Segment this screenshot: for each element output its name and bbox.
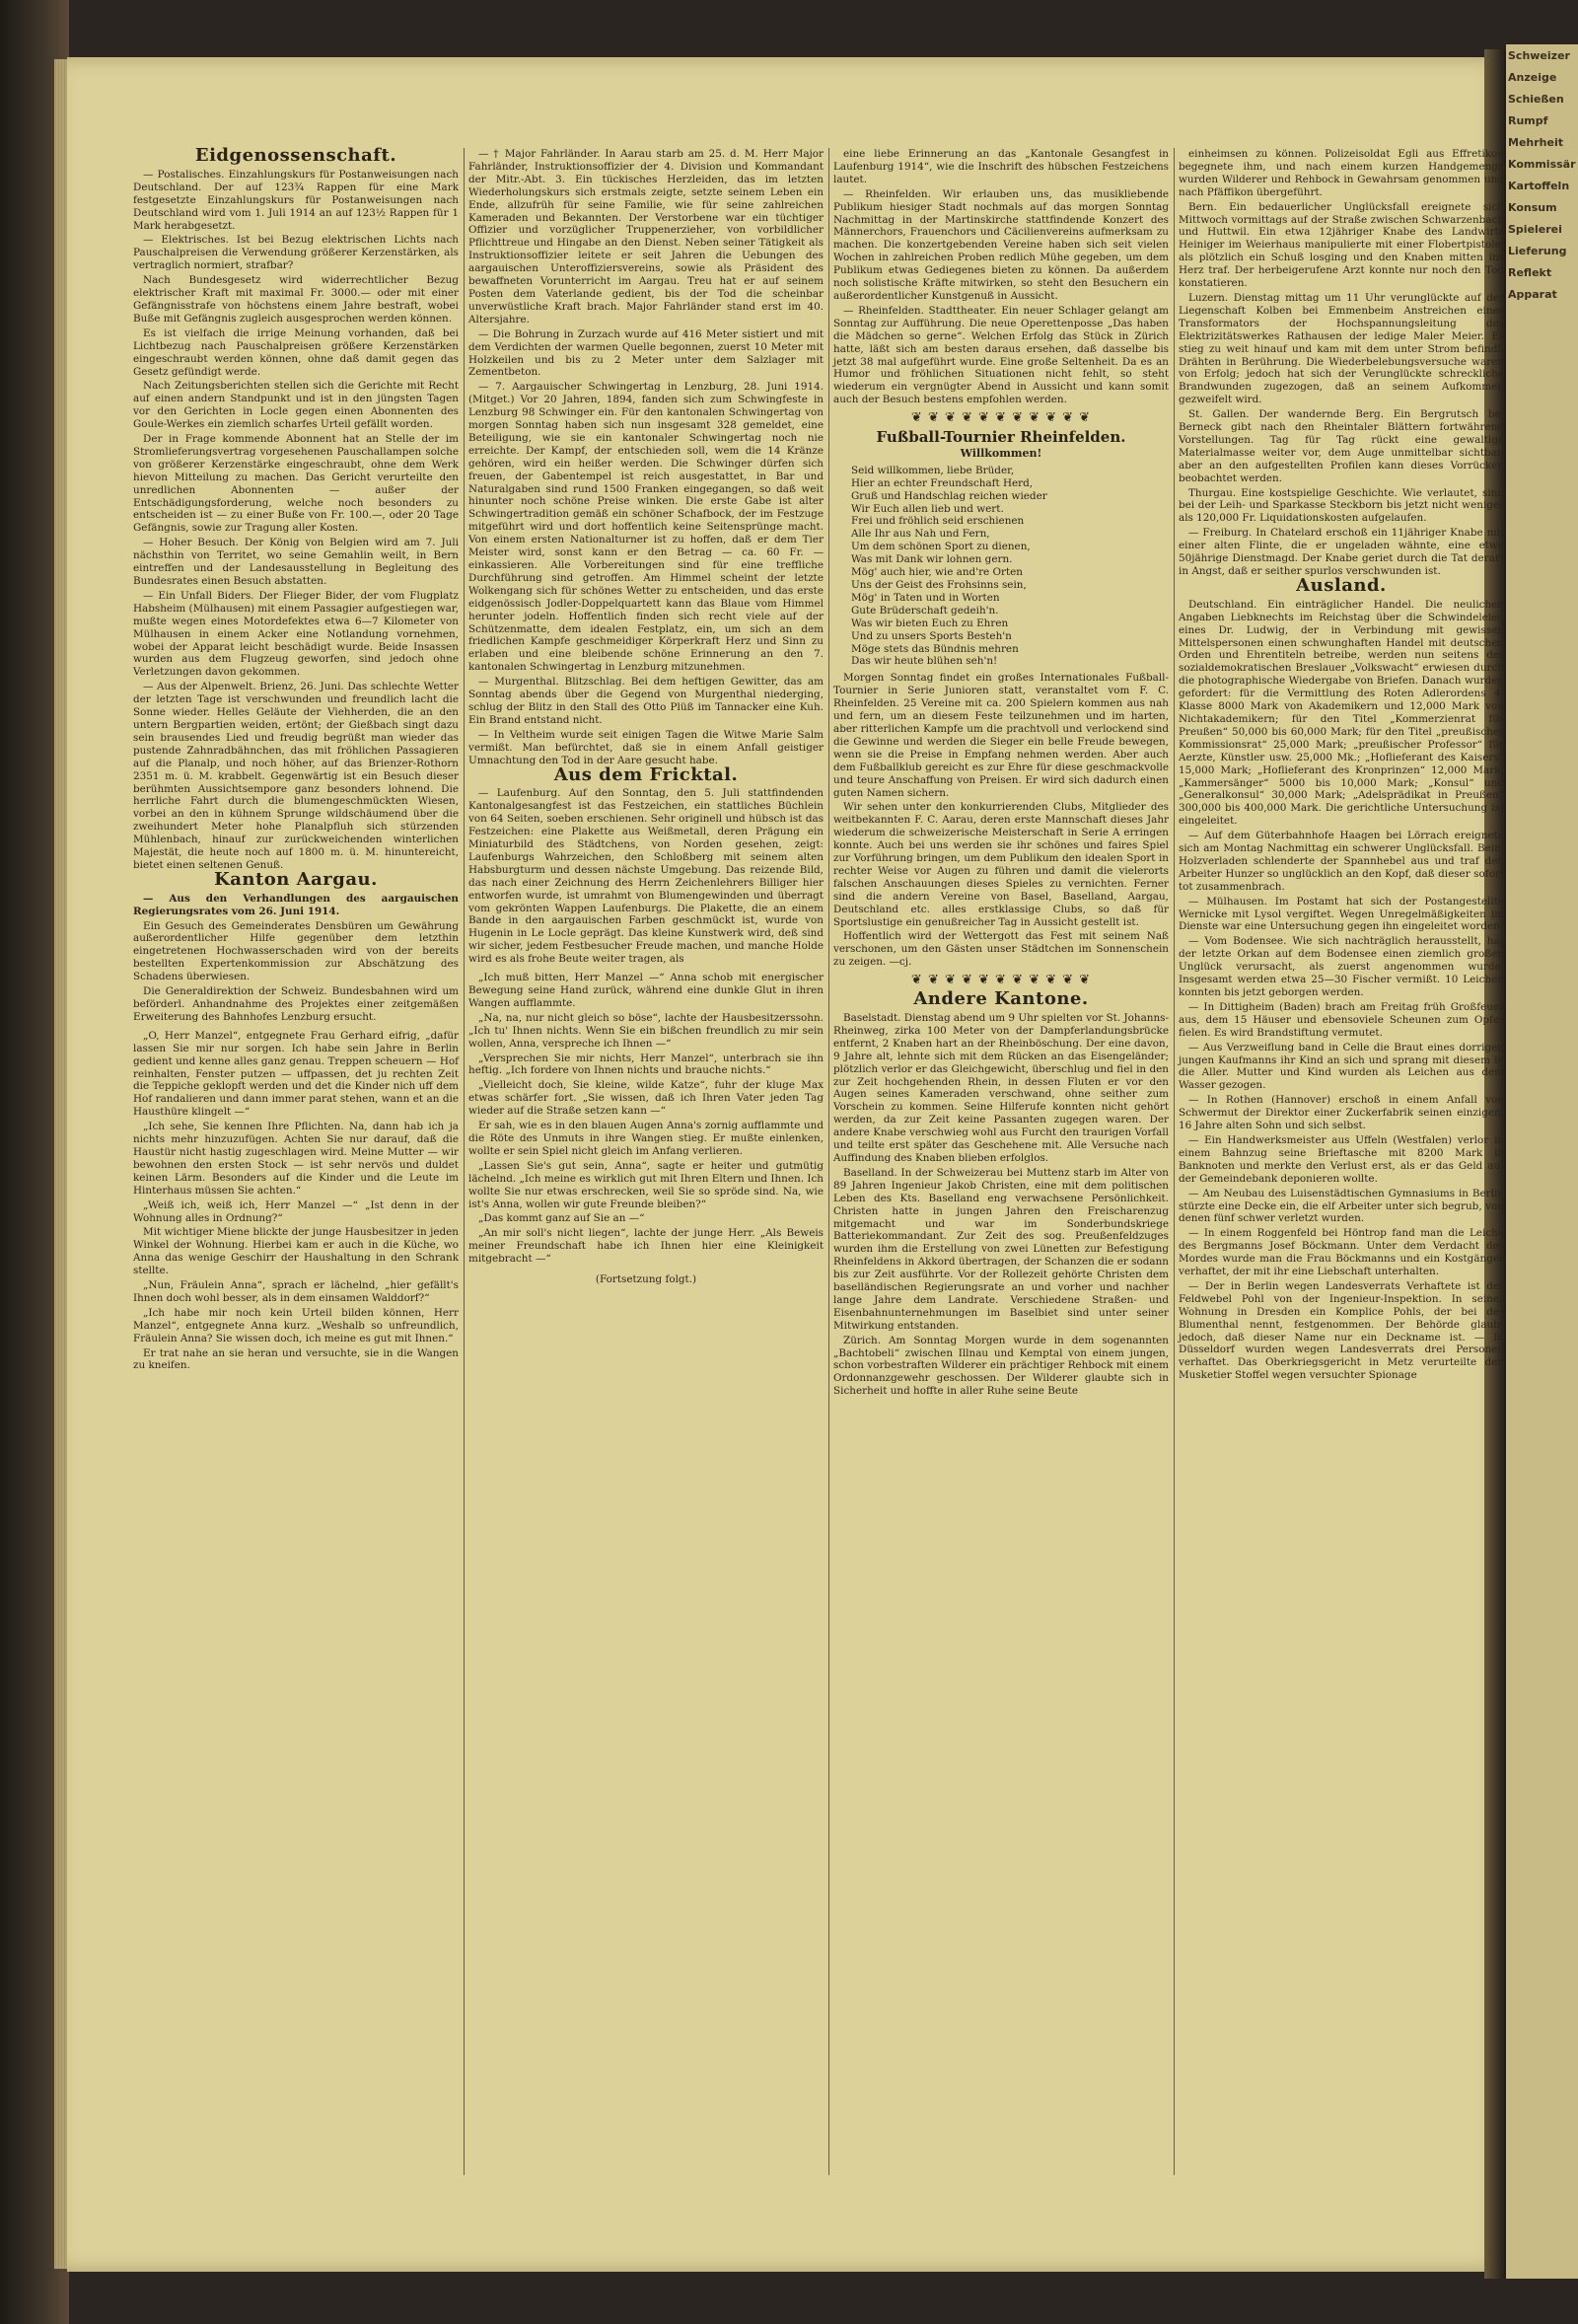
- article: — Murgenthal. Blitzschlag. Bei dem heftigen Gewitter, das am Sonntag abends über die Gegend von Murgenthal niederging, schlug der Blitz in den Stall des Otto Plüß im Tannacker eine Kuh. Ein Brand entstand nicht.: [468, 676, 824, 726]
- fragment: Lieferung: [1508, 245, 1567, 257]
- section-title-fussball: Fußball-Tournier Rheinfelden.: [876, 428, 1126, 447]
- story-paragraph: Er trat nahe an sie heran und versuchte, sie in die Wangen zu kneifen.: [133, 1346, 459, 1372]
- poem-line: Um dem schönen Sport zu dienen,: [851, 541, 1031, 553]
- article: Deutschland. Ein einträglicher Handel. Die neulichen Angaben Liebknechts im Reichstag über die Schwindeleien eines Dr. Ludwig, der in Verbindung mit gewissen Mittelspersonen einen schwunghaften Handel mit deutschen Orden und Ehrentiteln betreibe, werden nun seitens der sozialdemokratischen Breslauer „Volkswacht“ erwiesen durch die photographische Wiedergabe von Briefen. Danach wurden gefordert: für die Vermittlung des Roten Adlerordens 4. Klasse 8000 Mark von Akademikern und 12,000 Mark von Nichtakademikern; für den Titel „Kommerzienrat für Preußen“ 50,000 bis 60,000 Mark; für den Titel „preußischer Kommissionsrat“ 25,000 Mark; „preußischer Professor“ für Aerzte, Künstler usw. 25,000 Mk.; „Hoflieferant des Kaisers“ 15,000 Mark; „Hoflieferant des Kronprinzen“ 12,000 Mark; „Kammersänger“ 5000 bis 10,000 Mark; „Konsul“ und „Generalkonsul“ 30,000 Mark; „Adelsprädikat in Preußen“ 300,000 bis 400,000 Mark. Die gerichtliche Untersuchung ist eingeleitet.: [1179, 598, 1504, 828]
- poem-line: Alle Ihr aus Nah und Fern,: [851, 528, 990, 541]
- poem: [851, 465, 1169, 669]
- column-1: [133, 145, 459, 2180]
- article: Der in Frage kommende Abonnent hat an Stelle der im Stromlieferungsvertrag vorgesehenen Pauschallampen solche von größerer Kerzenstärke eingeschraubt, ohne dem Werk hievon Mitteilung zu machen. Das Gericht verurteilte den unredlichen Abonnenten — außer der Entschädigungsforderung, welche noch besonders zu entscheiden ist — zu einer Buße von Fr. 100.—, oder 20 Tage Gefängnis, sowie zur Tragung aller Kosten.: [133, 433, 459, 535]
- article: Baselland. In der Schweizerau bei Muttenz starb im Alter von 89 Jahren Ingenieur Jakob Christen, eine mit dem politischen Leben des Kts. Baselland eng verwachsene Persönlichkeit. Christen hatte in jungen Jahren den Freischarenzug mitgemacht und war im Sonderbundskriege Batteriekommandant. Zur Zeit des sog. Preußenfeldzuges wurden ihm die Erstellung von zwei Lünetten zur Befestigung Rheinfeldens in Akkord übertragen, der Schanzen die er sodann bis zur Zeit ausführte. Vor der Rollezeit gehörte Christen dem baselländischen Regierungsrate an und vorher und nachher lange Jahre dem Landrate. Verschiedene Straßen- und Eisenbahnunternehmungen im Baselbiet sind unter seiner Mitwirkung entstanden.: [833, 1166, 1169, 1332]
- poem-line: Wir Euch allen lieb und wert.: [851, 502, 1004, 515]
- poem-line: Das wir heute blühen seh'n!: [851, 655, 998, 668]
- section-title-eidgenossenschaft: Eidgenossenschaft.: [194, 145, 397, 166]
- feuilleton: [133, 1030, 459, 1373]
- article: Ein Gesuch des Gemeinderates Densbüren um Gewährung außerordentlicher Hilfe gegenüber dem letzthin eingetretenen Hochwasserschaden wird von der bereits bestellten Expertenkommission zur Abschätzung des Schadens überwiesen.: [133, 919, 459, 983]
- column-2: [468, 148, 824, 2180]
- article: — Hoher Besuch. Der König von Belgien wird am 7. Juli nächsthin von Territet, wo seine Gemahlin weilt, in Bern eintreffen und der Landesausstellung in Begleitung des Bundesrates einen Besuch abstatten.: [133, 537, 459, 587]
- fragment: Kommissär: [1508, 158, 1576, 171]
- article: — Vom Bodensee. Wie sich nachträglich herausstellt, hat der letzte Orkan auf dem Bodensee einen ziemlich großen Unglück verursacht, als zuerst angenommen wurde. Insgesamt werden etwa 25—30 Fischer vermißt. 10 Leichen konnten bis jetzt geborgen werden.: [1179, 935, 1504, 998]
- column-3: [833, 148, 1169, 2180]
- section-title-andere-kantone: Andere Kantone.: [913, 988, 1089, 1010]
- story-paragraph: „Lassen Sie's gut sein, Anna“, sagte er heiter und gutmütig lächelnd. „Ich meine es wirklich gut mit Ihren Eltern und Ihnen. Ich wollte Sie nur etwas erschrecken, weil Sie so spröde sind. Na, wie ist's Anna, wollen wir gute Freunde bleiben?“: [468, 1159, 824, 1210]
- article: einheimsen zu können. Polizeisoldat Egli aus Effretikon begegnete ihm, und nach einem kurzen Handgemenge wurden Wilderer und Rehbock in Gewahrsam genommen und nach Pfäffikon übergeführt.: [1179, 148, 1504, 198]
- poem-line: Was wir bieten Euch zu Ehren: [851, 617, 1009, 629]
- story-paragraph: Mit wichtiger Miene blickte der junge Hausbesitzer in jeden Winkel der Wohnung. Hierbei kam er auch in die Küche, wo Anna das wenige Geschirr der Haushaltung in den Schrank stellte.: [133, 1226, 459, 1277]
- poem-line: Möge stets das Bündnis mehren: [851, 642, 1019, 655]
- fragment: Mehrheit: [1508, 136, 1563, 149]
- article: — 7. Aargauischer Schwingertag in Lenzburg, 28. Juni 1914. (Mitget.) Vor 20 Jahren, 1894, fanden sich zum Schwingfeste in Lenzburg 98 Schwinger ein. Für den kantonalen Schwingertag von morgen Sonntag haben sich nun insgesamt 328 gemeldet, eine Beteiligung, wie sie ein kantonaler Schwingertag noch nie erreichte. Der Kampf, der entschieden soll, wem die 14 Kränze gehören, wird ein heißer werden. Die Schwinger dürfen sich freuen, der Gabentempel ist reich ausgestattet, in Bar und Naturalgaben sind rund 1500 Franken eingegangen, so daß weit hinunter noch schöne Preise winken. Die erste Gabe ist alter Schwingertradition gemäß ein schöner Schafbock, der im Festzuge mitgeführt wird und dort hoffentlich keine Seitensprünge macht. Von einem ersten Nationalturner ist zu hoffen, daß er dem Tier Meister wird, sonst kann er den Betrag — ca. 60 Fr. — einkassieren. Alle Vorbereitungen sind für eine treffliche Durchführung sind getroffen. Am Himmel scheint der letzte Wolkengang sich für schönes Wetter zu entscheiden, und das erste eidgenössisch Jodler-Doppelquartett kann das Blaue vom Himmel herunter jodeln. Hoffentlich finden sich recht viele auf der Schützenmatte, dem idealen Festplatz, ein, um sich an dem friedlichen Kampfe geschmeidiger Körperkraft Herz und Sinn zu erlaben und eine bleibende schöne Erinnerung an den 7. kantonalen Schwingertag in Lenzburg mitzunehmen.: [468, 381, 824, 674]
- article: — Der in Berlin wegen Landesverrats Verhaftete ist der Feldwebel Pohl von der Ingenieur-Inspektion. In seiner Wohnung in Dresden ein Komplice Pohls, der bei der Blumenthal nennt, festgenommen. Der Behörde glaubt jedoch, daß dieser Name nur ein Deckname ist. — In Düsseldorf wurden wegen Landesverrats drei Personen verhaftet. Das Oberkriegsgericht in Metz verurteilte den Musketier Stoffel wegen versuchter Spionage: [1179, 1279, 1504, 1382]
- fragment: Rumpf: [1508, 114, 1548, 127]
- poem-line: Gute Brüderschaft gedeih'n.: [851, 604, 999, 617]
- story-paragraph: „O, Herr Manzel“, entgegnete Frau Gerhard eifrig, „dafür lassen Sie mir nur sorgen. Ich habe sein Jahre in Berlin gedient und kenne alles ganz genau. Treppen scheuern — Hof reinhalten, Fenster putzen — uffpassen, det ju rechten Zeit die Teppiche geklopft werden und det die Kinder nich uff dem Hof randalieren und dann immer parat stehen, wann et an die Hausthüre klingelt —“: [133, 1029, 459, 1119]
- article: Die Generaldirektion der Schweiz. Bundesbahnen wird um beförderl. Anhandnahme des Projektes einer zeitgemäßen Erweiterung des Bahnhofes Lenzburg ersucht.: [133, 985, 459, 1023]
- article: — Ein Handwerksmeister aus Uffeln (Westfalen) verlor in einem Bahnzug seine Brieftasche mit 8200 Mark in Banknoten und merkte den Verlust erst, als er das Geld auf der Gemeindebank deponieren wollte.: [1179, 1133, 1504, 1185]
- poem-line: Und zu unsers Sports Besteh'n: [851, 629, 1012, 642]
- column-rule: [828, 148, 829, 2175]
- article: — Am Neubau des Luisenstädtischen Gymnasiums in Berlin stürzte eine Decke ein, die elf Arbeiter unter sich begrub, von denen fünf schwer verletzt wurden.: [1179, 1187, 1504, 1225]
- poem-line: Mög' in Taten und in Worten: [851, 591, 1000, 604]
- article: — In einem Roggenfeld bei Höntrop fand man die Leiche des Bergmanns Josef Böckmann. Unter dem Verdacht des Mordes wurde man die Frau Böckmanns und ein Kostgänger verhaftet, der mit ihr eine Liebschaft unterhalten.: [1179, 1227, 1504, 1278]
- poem-title: Willkommen!: [960, 446, 1042, 460]
- continuation-note: (Fortsetzung folgt.): [595, 1273, 697, 1286]
- story-paragraph: Er sah, wie es in den blauen Augen Anna's zornig aufflammte und die Röte des Unmuts in ihre Wangen stieg. Er mußte einlenken, wollte er sein Spiel nicht gleich im Anfang verlieren.: [468, 1120, 824, 1157]
- article: — Ein Unfall Biders. Der Flieger Bider, der vom Flugplatz Habsheim (Mülhausen) mit einem Passagier aufgestiegen war, mußte wegen eines Motordefektes etwa 6—7 Kilometer von Mülhausen in einem Acker eine Notlandung vornehmen, wobei der Apparat leicht beschädigt wurde. Beide Insassen wurden aus dem Flugzeug geworfen, sind jedoch ohne Verletzungen davon gekommen.: [133, 589, 459, 679]
- poem-line: Uns der Geist des Frohsinns sein,: [851, 579, 1027, 591]
- article: — Laufenburg. Auf den Sonntag, den 5. Juli stattfindenden Kantonalgesangfest ist das Festzeichen, ein stattliches Büchlein von 64 Seiten, soeben erschienen. Sehr originell und hübsch ist das Festzeichen: eine Plakette aus Weißmetall, deren Prägung ein Miniaturbild des Städtchens, von Norden gesehen, zeigt: Laufenburgs Wahrzeichen, den Schloßberg mit seinem alten Habsburgturm und dessen nächste Umgebung. Das reizende Bild, das nach einer Zeichnung des Herrn Zeichenlehrers Billiger hier entworfen wurde, ist umrahmt von Blumengewinden und überragt vom gekrönten Wappen Laufenburgs. Die Plakette, die an einem Bande in den aargauischen Farben geschmückt ist, wurde von Hugenin in Le Locle geprägt. Das kleine Kunstwerk wird, deß sind wir sicher, jedem Festbesucher Freude machen, und manche Holde wird es als frohe Beute weiter tragen, als: [468, 787, 824, 966]
- article: — In Dittigheim (Baden) brach am Freitag früh Großfeuer aus, dem 15 Häuser und ebensoviele Scheunen zum Opfer fielen. Es wird Brandstiftung vermutet.: [1179, 1000, 1504, 1039]
- fragment: Reflekt: [1508, 266, 1552, 279]
- article: — Aus der Alpenwelt. Brienz, 26. Juni. Das schlechte Wetter der letzten Tage ist verschwunden und freundlich lacht die Sonne wieder. Helles Geläute der Viehherden, die an den untern Bergpartien weiden, ertönt; der Gießbach singt dazu sein brausendes Lied und freudig begrüßt man wieder das pustende Zahnradbähnchen, das mit fröhlichen Passagieren auf die Planalp, und noch höher, auf das Brienzer-Rothorn 2351 m. ü. M. krabbelt. Gegenwärtig ist ein Besuch dieser berühmten Aussichtsempore ganz besonders lohnend. Die herrliche Fahrt durch die blumengeschmückten Wiesen, vorbei an den in kühnem Sprunge wildschäumend über die zweihundert Meter hohe Planalpfluh sich stürzenden Mühlenbach, hinauf zur zurückweichenden winterlichen Majestät, die heute noch auf 1800 m. ü. M. hinuntereicht, bietet einen seltenen Genuß.: [133, 681, 459, 871]
- fragment: Konsum: [1508, 201, 1557, 214]
- fragment: Spielerei: [1508, 223, 1562, 236]
- article-heading: — Aus den Verhandlungen des aargauischen Regierungsrates vom 26. Juni 1914.: [133, 892, 459, 917]
- article: — Mülhausen. Im Postamt hat sich der Postangestellte Wernicke mit Lysol vergiftet. Wegen Unregelmäßigkeiten im Dienste war eine Untersuchung gegen ihn eingeleitet worden.: [1179, 895, 1504, 933]
- article: — Aus Verzweiflung band in Celle die Braut eines dorrigen jungen Kaufmanns ihr Kind an sich und sprang mit diesem in die Aller. Mutter und Kind wurden als Leichen aus dem Wasser gezogen.: [1179, 1041, 1504, 1092]
- story-paragraph: „Versprechen Sie mir nichts, Herr Manzel“, unterbrach sie ihn heftig. „Ich fordere von Ihnen nichts und brauche nichts.“: [468, 1052, 824, 1077]
- column-4: [1179, 148, 1504, 2180]
- fragment: Apparat: [1508, 288, 1557, 301]
- section-title-kanton-aargau: Kanton Aargau.: [214, 868, 378, 890]
- poem-line: Seid willkommen, liebe Brüder,: [851, 464, 1015, 476]
- article: eine liebe Erinnerung an das „Kantonale Gesangfest in Laufenburg 1914“, wie die Inschrift des hübschen Festzeichens lautet.: [833, 148, 1169, 185]
- article: Thurgau. Eine kostspielige Geschichte. Wie verlautet, sind bei der Leih- und Sparkasse Steckborn bis jetzt nicht weniger als 120,000 Fr. Liquidationskosten aufgelaufen.: [1179, 486, 1504, 525]
- article: — Freiburg. In Chatelard erschoß ein 11jähriger Knabe mit einer alten Flinte, die er ungeladen wähnte, eine etwa 50jährige Dienstmagd. Der Knabe geriet durch die Tat derart in Angst, daß er seither spurlos verschwunden ist.: [1179, 527, 1504, 577]
- column-rule: [464, 148, 465, 2175]
- article: Morgen Sonntag findet ein großes Internationales Fußball-Tournier in Serie Junioren statt, veranstaltet vom F. C. Rheinfelden. 25 Vereine mit ca. 200 Spielern kommen aus nah und fern, um an diesem Feste teilzunehmen und im harten, aber ritterlichen Kampfe um die prachtvoll und verlockend sind die Gewinne und werden die Sieger ein belle Freude bewegen, wenn sie die Preise in Empfang nehmen werden. Aber auch dem Fußballklub gereicht es zur Ehre für diese geschmackvolle und teure Anschaffung von Preisen. Er wird sich dadurch einen guten Namen sichern.: [833, 672, 1169, 799]
- article: Hoffentlich wird der Wettergott das Fest mit seinem Naß verschonen, um den Gästen unser Städtchen im Sonnenschein zu zeigen. —cj.: [833, 930, 1169, 969]
- article: Baselstadt. Dienstag abend um 9 Uhr spielten vor St. Johanns-Rheinweg, zirka 100 Meter von der Dampferlandungsbrücke entfernt, 2 Knaben hart an der Rheinböschung. Der eine davon, 9 Jahre alt, lehnte sich mit dem Rücken an das Eisengeländer; plötzlich verlor er das Gleichgewicht, überschlug und fiel in den zur Zeit hochgehenden Rhein, in dessen Fluten er vor den Augen seines Kameraden verschwand, ohne seither zum Vorschein zu kommen. Seine Hilferufe konnten nicht gehört werden, da zur Zeit keine Passanten zugegen waren. Der andere Knabe verschwieg wohl aus Furcht den traurigen Vorfall und teilte erst später das Geschehene mit. Alle Versuche nach Auffindung des Knaben blieben erfolglos.: [833, 1012, 1169, 1164]
- poem-line: Hier an echter Freundschaft Herd,: [851, 476, 1034, 489]
- article: — † Major Fahrländer. In Aarau starb am 25. d. M. Herr Major Fahrländer, Instruktionsoffizier der 4. Division und Kommandant der Mitr.-Abt. 3. Ein tückisches Herzleiden, das im letzten Wiederholungskurs sich erstmals zeigte, setzte seinem Leben ein Ende, allzufrüh für seine Familie, wie für seine zahlreichen Kameraden und Bekannten. Der Verstorbene war ein tüchtiger Offizier und vorzüglicher Truppenerzieher, von vorbildlicher Pflichttreue und Hingabe an den Dienst. Neben seiner Tätigkeit als Instruktionsoffizier leitete er seit Jahren die Uebungen des aargauischen Unteroffiziersvereins, sowie als Präsident des bewaffneten Vorunterricht im Aargau. Treu hat er auf seinem Posten dem Vaterlande gedient, bis der Tod die scheinbar unverwüstliche Kraft brach. Major Fahrländer stand erst im 40. Altersjahre.: [468, 148, 824, 326]
- article: — In Veltheim wurde seit einigen Tagen die Witwe Marie Salm vermißt. Man befürchtet, daß sie in einem Anfall geistiger Umnachtung den Tod in der Aare gesucht habe.: [468, 728, 824, 766]
- article: Bern. Ein bedauerlicher Unglücksfall ereignete sich Mittwoch vormittags auf der Straße zwischen Schwarzenbach und Huttwil. Ein etwa 12jähriger Knabe des Landwirts Heiniger im Weierhaus manipulierte mit einer Flobertpistole, als plötzlich ein Schuß losging und den Knaben mitten ins Herz traf. Der herbeigerufene Arzt konnte nur noch den Tod konstatieren.: [1179, 200, 1504, 290]
- article: — Rheinfelden. Stadttheater. Ein neuer Schlager gelangt am Sonntag zur Aufführung. Die neue Operettenposse „Das haben die Mädchen so gerne“. Welchen Erfolg das Stück in Zürich hatte, läßt sich am besten daraus ersehen, daß dasselbe bis jetzt 38 mal aufgeführt wurde. Eine große Seltenheit. Da es an Humor und fröhlichen Situationen nicht fehlt, so steht wiederum ein vergnügter Abend in Aussicht und kann somit auch der Besuch bestens empfohlen werden.: [833, 304, 1169, 406]
- story-paragraph: „Na, na, nur nicht gleich so böse“, lachte der Hausbesitzerssohn. „Ich tu' Ihnen nichts. Wenn Sie ein bißchen freundlich zu mir sein wollen, Anna, verspreche ich Ihnen —“: [468, 1011, 824, 1050]
- article: — Elektrisches. Ist bei Bezug elektrischen Lichts nach Pauschalpreisen die Verwendung größerer Kerzenstärken, als vertraglich normiert, strafbar?: [133, 234, 459, 272]
- column-rule: [1174, 148, 1175, 2175]
- story-paragraph: „Vielleicht doch, Sie kleine, wilde Katze“, fuhr der kluge Max etwas schärfer fort. „Sie wissen, daß ich Ihren Vater jeden Tag wieder auf die Straße setzen kann —“: [468, 1079, 824, 1118]
- article: Zürich. Am Sonntag Morgen wurde in dem sogenannten „Bachtobeli“ zwischen Illnau und Kemptal von einem jungen, schon vorbestraften Wilderer ein prächtiger Rehbock mit einem Ordonnanzgewehr geschossen. Der Wilderer glaubte sich in Sicherheit und hoffte in aller Ruhe seine Beute: [833, 1334, 1169, 1398]
- story-paragraph: „Das kommt ganz auf Sie an —“: [478, 1212, 645, 1225]
- article: — Die Bohrung in Zurzach wurde auf 416 Meter sistiert und mit dem Verdichten der warmen Quelle begonnen, zuerst 10 Meter mit Holzkeilen und bis zu 2 Meter unter dem Salzlager mit Zementbeton.: [468, 327, 824, 379]
- article: Es ist vielfach die irrige Meinung vorhanden, daß bei Lichtbezug nach Pauschalpreisen größere Kerzenstärken eingeschraubt werden können, ohne daß damit gegen das Gesetz gefündigt werde.: [133, 327, 459, 378]
- article: Luzern. Dienstag mittag um 11 Uhr verunglückte auf der Liegenschaft Kolben bei Emmenbeim Anstreichen eines Transformators der Hochspannungsleitung des Elektrizitätswerkes Rathausen der ledige Maler Meier. Er stieg zu weit hinauf und kam mit dem unter Strom befindl. Drähten in Berührung. Die Wiederbelebungsversuche waren von Erfolg; jedoch hat sich der Verunglückte schreckliche Brandwunden zugezogen, daß an seinem Aufkommen gezweifelt wird.: [1179, 291, 1504, 406]
- poem-line: Was mit Dank wir lohnen gern.: [851, 553, 1013, 566]
- article: — In Rothen (Hannover) erschoß in einem Anfall von Schwermut der Direktor einer Zuckerfabrik seinen einzigen, 16 Jahre alten Sohn und sich selbst.: [1179, 1094, 1504, 1132]
- poem-line: Frei und fröhlich seid erschienen: [851, 515, 1025, 528]
- article: — Auf dem Güterbahnhofe Haagen bei Lörrach ereignete sich am Montag Nachmittag ein schwerer Unglücksfall. Beim Holzverladen schlenderte der Spannhebel aus und traf den Arbeiter Hunzer so unglücklich an den Kopf, daß dieser sofort tot zusammenbrach.: [1179, 830, 1504, 893]
- fragment: Schweizer: [1508, 49, 1570, 62]
- story-paragraph: „Ich muß bitten, Herr Manzel —“ Anna schob mit energischer Bewegung seine Hand zurück, während eine dunkle Glut in ihren Wangen aufflammte.: [468, 972, 824, 1009]
- poem-line: Mög' auch hier, wie and're Orten: [851, 566, 1023, 579]
- fragment: Anzeige: [1508, 71, 1557, 84]
- article: St. Gallen. Der wandernde Berg. Ein Bergrutsch bei Berneck gibt nach den Rheintaler Blättern fortwährend Vorstellungen. Tag für Tag rückt eine gewaltige Materialmasse weiter vor, dem Auge unmittelbar sichtbar, aber an den aufgestellten Profilen kann dieses Vorrücken beobachtet werden.: [1179, 408, 1504, 484]
- fragment: Kartoffeln: [1508, 180, 1570, 192]
- article: Nach Zeitungsberichten stellen sich die Gerichte mit Recht auf einen andern Standpunkt und ist in den jüngsten Tagen vor den Gerichten in Locle gegen einen Abonnenten des Goule-Werkes ein ziemlich scharfes Urteil gefällt worden.: [133, 380, 459, 431]
- article: Wir sehen unter den konkurrierenden Clubs, Mitglieder des weitbekannten F. C. Aarau, deren erste Mannschaft dieses Jahr wiederum die schweizerische Meisterschaft in Serie A erringen konnte. Auch bei uns werden sie ihr schönes und faires Spiel zur Vorführung bringen, um dem Publikum den idealen Sport in rechter Weise vor Augen zu führen und damit die vielerorts falschen Anschauungen dieses Spieles zu vernichten. Ferner sind die andern Vereine von Basel, Baselland, Aargau, Deutschland etc. alles erstklassige Clubs, so daß für Sportslustige ein genußreicher Tag in Aussicht gestellt ist.: [833, 801, 1169, 928]
- article: Nach Bundesgesetz wird widerrechtlicher Bezug elektrischer Kraft mit maximal Fr. 3000.— oder mit einer Gefängnisstrafe von höchstens einem Jahre bestraft, wobei Buße mit Gefängnis zugleich ausgesprochen werden können.: [133, 274, 459, 325]
- ornament-border: ❦ ❦ ❦ ❦ ❦ ❦ ❦ ❦ ❦ ❦ ❦: [910, 973, 1092, 988]
- story-paragraph: „Nun, Fräulein Anna“, sprach er lächelnd, „hier gefällt's Ihnen doch wohl besser, als in dem einsamen Walddorf?“: [133, 1279, 459, 1304]
- article: — Rheinfelden. Wir erlauben uns, das musikliebende Publikum hiesiger Stadt nochmals auf das morgen Sonntag Nachmittag in der Martinskirche stattfindende Konzert des Männerchors, Frauenchors und Cäcilienvereins aufmerksam zu machen. Die konzertgebenden Vereine haben sich seit vielen Wochen in zahlreichen Proben redlich Mühe gegeben, um dem Publikum etwas Gediegenes bieten zu können. Da außerdem noch solistische Kräfte mitwirken, so steht den Besuchern ein außerordentlicher Kunstgenuß in Aussicht.: [833, 187, 1169, 302]
- ornament-border: ❦ ❦ ❦ ❦ ❦ ❦ ❦ ❦ ❦ ❦ ❦: [910, 410, 1092, 426]
- section-title-ausland: Ausland.: [1296, 574, 1387, 596]
- fragment: Schießen: [1508, 93, 1564, 106]
- story-paragraph: „An mir soll's nicht liegen“, lachte der junge Herr. „Als Beweis meiner Freundschaft habe ich Ihnen hier eine Kleinigkeit mitgebracht —“: [468, 1227, 824, 1266]
- adjacent-page: [1506, 44, 1578, 2279]
- adjacent-page-fragments: [1506, 44, 1578, 317]
- story-paragraph: „Weiß ich, weiß ich, Herr Manzel —“ „Ist denn in der Wohnung alles in Ordnung?“: [133, 1198, 459, 1224]
- story-paragraph: „Ich sehe, Sie kennen Ihre Pflichten. Na, dann hab ich ja nichts mehr hinzuzufügen. Achten Sie nur darauf, daß die Haustür nicht hastig zugeschlagen wird. Meine Mutter — wir bewohnen den ersten Stock — ist sehr nervös und duldet keinen Lärm. Besonders auf die Kinder und die Leute im Hinterhaus müssen Sie achten.“: [133, 1121, 459, 1197]
- section-title-fricktal: Aus dem Fricktal.: [553, 763, 739, 785]
- feuilleton: [468, 972, 824, 1286]
- article: — Postalisches. Einzahlungskurs für Postanweisungen nach Deutschland. Der auf 123¾ Rappen für eine Mark festgesetzte Einzahlungskurs für Postanweisungen nach Deutschland wird vom 1. Juli 1914 an auf 123½ Rappen für 1 Mark herabgesetzt.: [133, 168, 459, 232]
- story-paragraph: „Ich habe mir noch kein Urteil bilden können, Herr Manzel“, entgegnete Anna kurz. „Weshalb so unfreundlich, Fräulein Anna? Sie wissen doch, ich meine es gut mit Ihnen.“: [133, 1306, 459, 1344]
- poem-line: Gruß und Handschlag reichen wieder: [851, 489, 1047, 502]
